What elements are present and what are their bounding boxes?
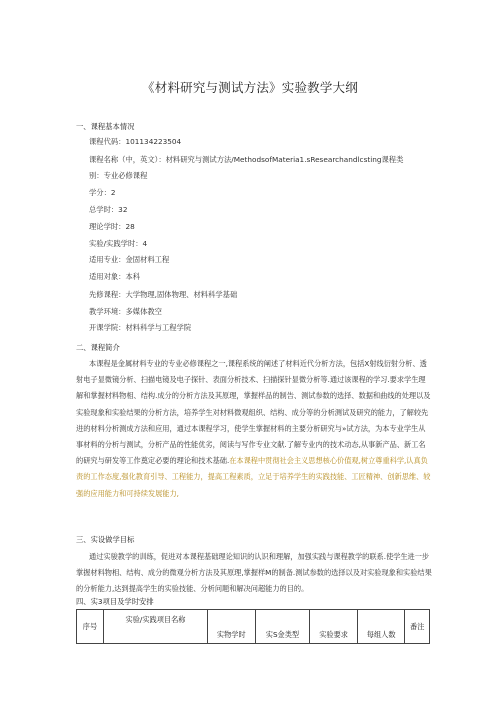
section-4-heading: 四、实3项目及学时安排 [76, 597, 154, 606]
credits: 学分：2 [89, 188, 116, 197]
table-header-requirement: 实验要求 [310, 610, 358, 644]
table-header-hours: 实物学时 [208, 610, 256, 644]
course-intro-body: 本课程是金属材料专业的专业必修课程之一,课程系统的阐述了材料近代分析方法，包括X射线衍射分析、透射电子显微镜分析、扫描电镜及电子探针、表面分析技术、扫描探针显微分析等.通过该课程的学习.要求学生理解和掌握材料物相、结构.成分的分析方法及其原理，掌握样品的制告、测试参数的选择、数据和曲线的处理以及实验现象和实验结果的分析方法，培养学生对材料微观组织、结构、成分等的分析测试及研究的能力，了解较先进的材料分析测成方法和应用，通过本课程学习，使学生掌握材料的主要分析研究与»试方法，为本专业学生从事材料的分析与测试，分析产品的性能优劣，阅读与写作专业文献.了解专业内的技术动态,从事新产品、新工名的研究与研发等工作奠定必要的理论和技术基础. [76, 359, 431, 466]
section-3-heading: 三、实设做学目标 [76, 535, 135, 544]
teaching-environment: 教学环境：多媒体教空 [89, 307, 162, 316]
applicable-major: 适用专业：金固材料工程 [89, 255, 170, 264]
offering-college: 开课学院：材料科学与工程学院 [89, 323, 192, 332]
lab-schedule-table [76, 609, 430, 644]
course-category: 别：专业必修课程 [89, 171, 148, 180]
course-code: 课程代码：101134223504 [89, 137, 182, 146]
theory-hours: 理论学时：28 [89, 222, 135, 231]
doc-title: 《材料研究与测试方法》实验教学大纲 [142, 80, 358, 95]
lab-hours: 实验/实践学时：4 [89, 239, 148, 248]
total-hours: 总学时：32 [89, 205, 128, 214]
section-2-heading: 二、课程简介 [76, 343, 120, 352]
table-header-name: 实验/实践项目名称 [104, 610, 208, 644]
prerequisites: 先修课程：大学物理,固体物理、材料科学基础 [89, 290, 238, 299]
table-header-type: 实S金类型 [255, 610, 310, 644]
course-intro [76, 356, 432, 502]
table-header-note: 番注 [405, 610, 430, 644]
course-name: 课程名称（中，英文）：材料研究与测试方法/MethodsofMateria1.sResearchandlcsting课程类 [89, 155, 404, 164]
target-audience: 适用对象：本科 [89, 272, 141, 281]
lab-objectives: 通过实骏教学的训练，促进对本课程基础理论知识的认识和理解，加强实践与课程教学的联系.使学生进一步掌握材料物相、结构、成分的微观分析方法及其原理,掌握样M的制备.测试参数的选择以及对实验现象和实验结果的分析能力,达到提高学生的实验技能、分析问题和解决问超能力的目的。 [76, 552, 432, 594]
table-header-group-size: 每组人数 [357, 610, 405, 644]
table-header-seq: 序号 [77, 610, 104, 644]
course-intro-highlight: 在本课程中贯彻社会主义思想核心价值观,树立尊重科学,认真负责的工作态度,强化教育引导、工程能力，提高工程素质，立足于培养学生的实践技能、工匠精神、创新思维、较强的应用能力和可持续发展能力, [76, 456, 431, 498]
section-1-heading: 一、课程基本情况 [76, 122, 135, 131]
